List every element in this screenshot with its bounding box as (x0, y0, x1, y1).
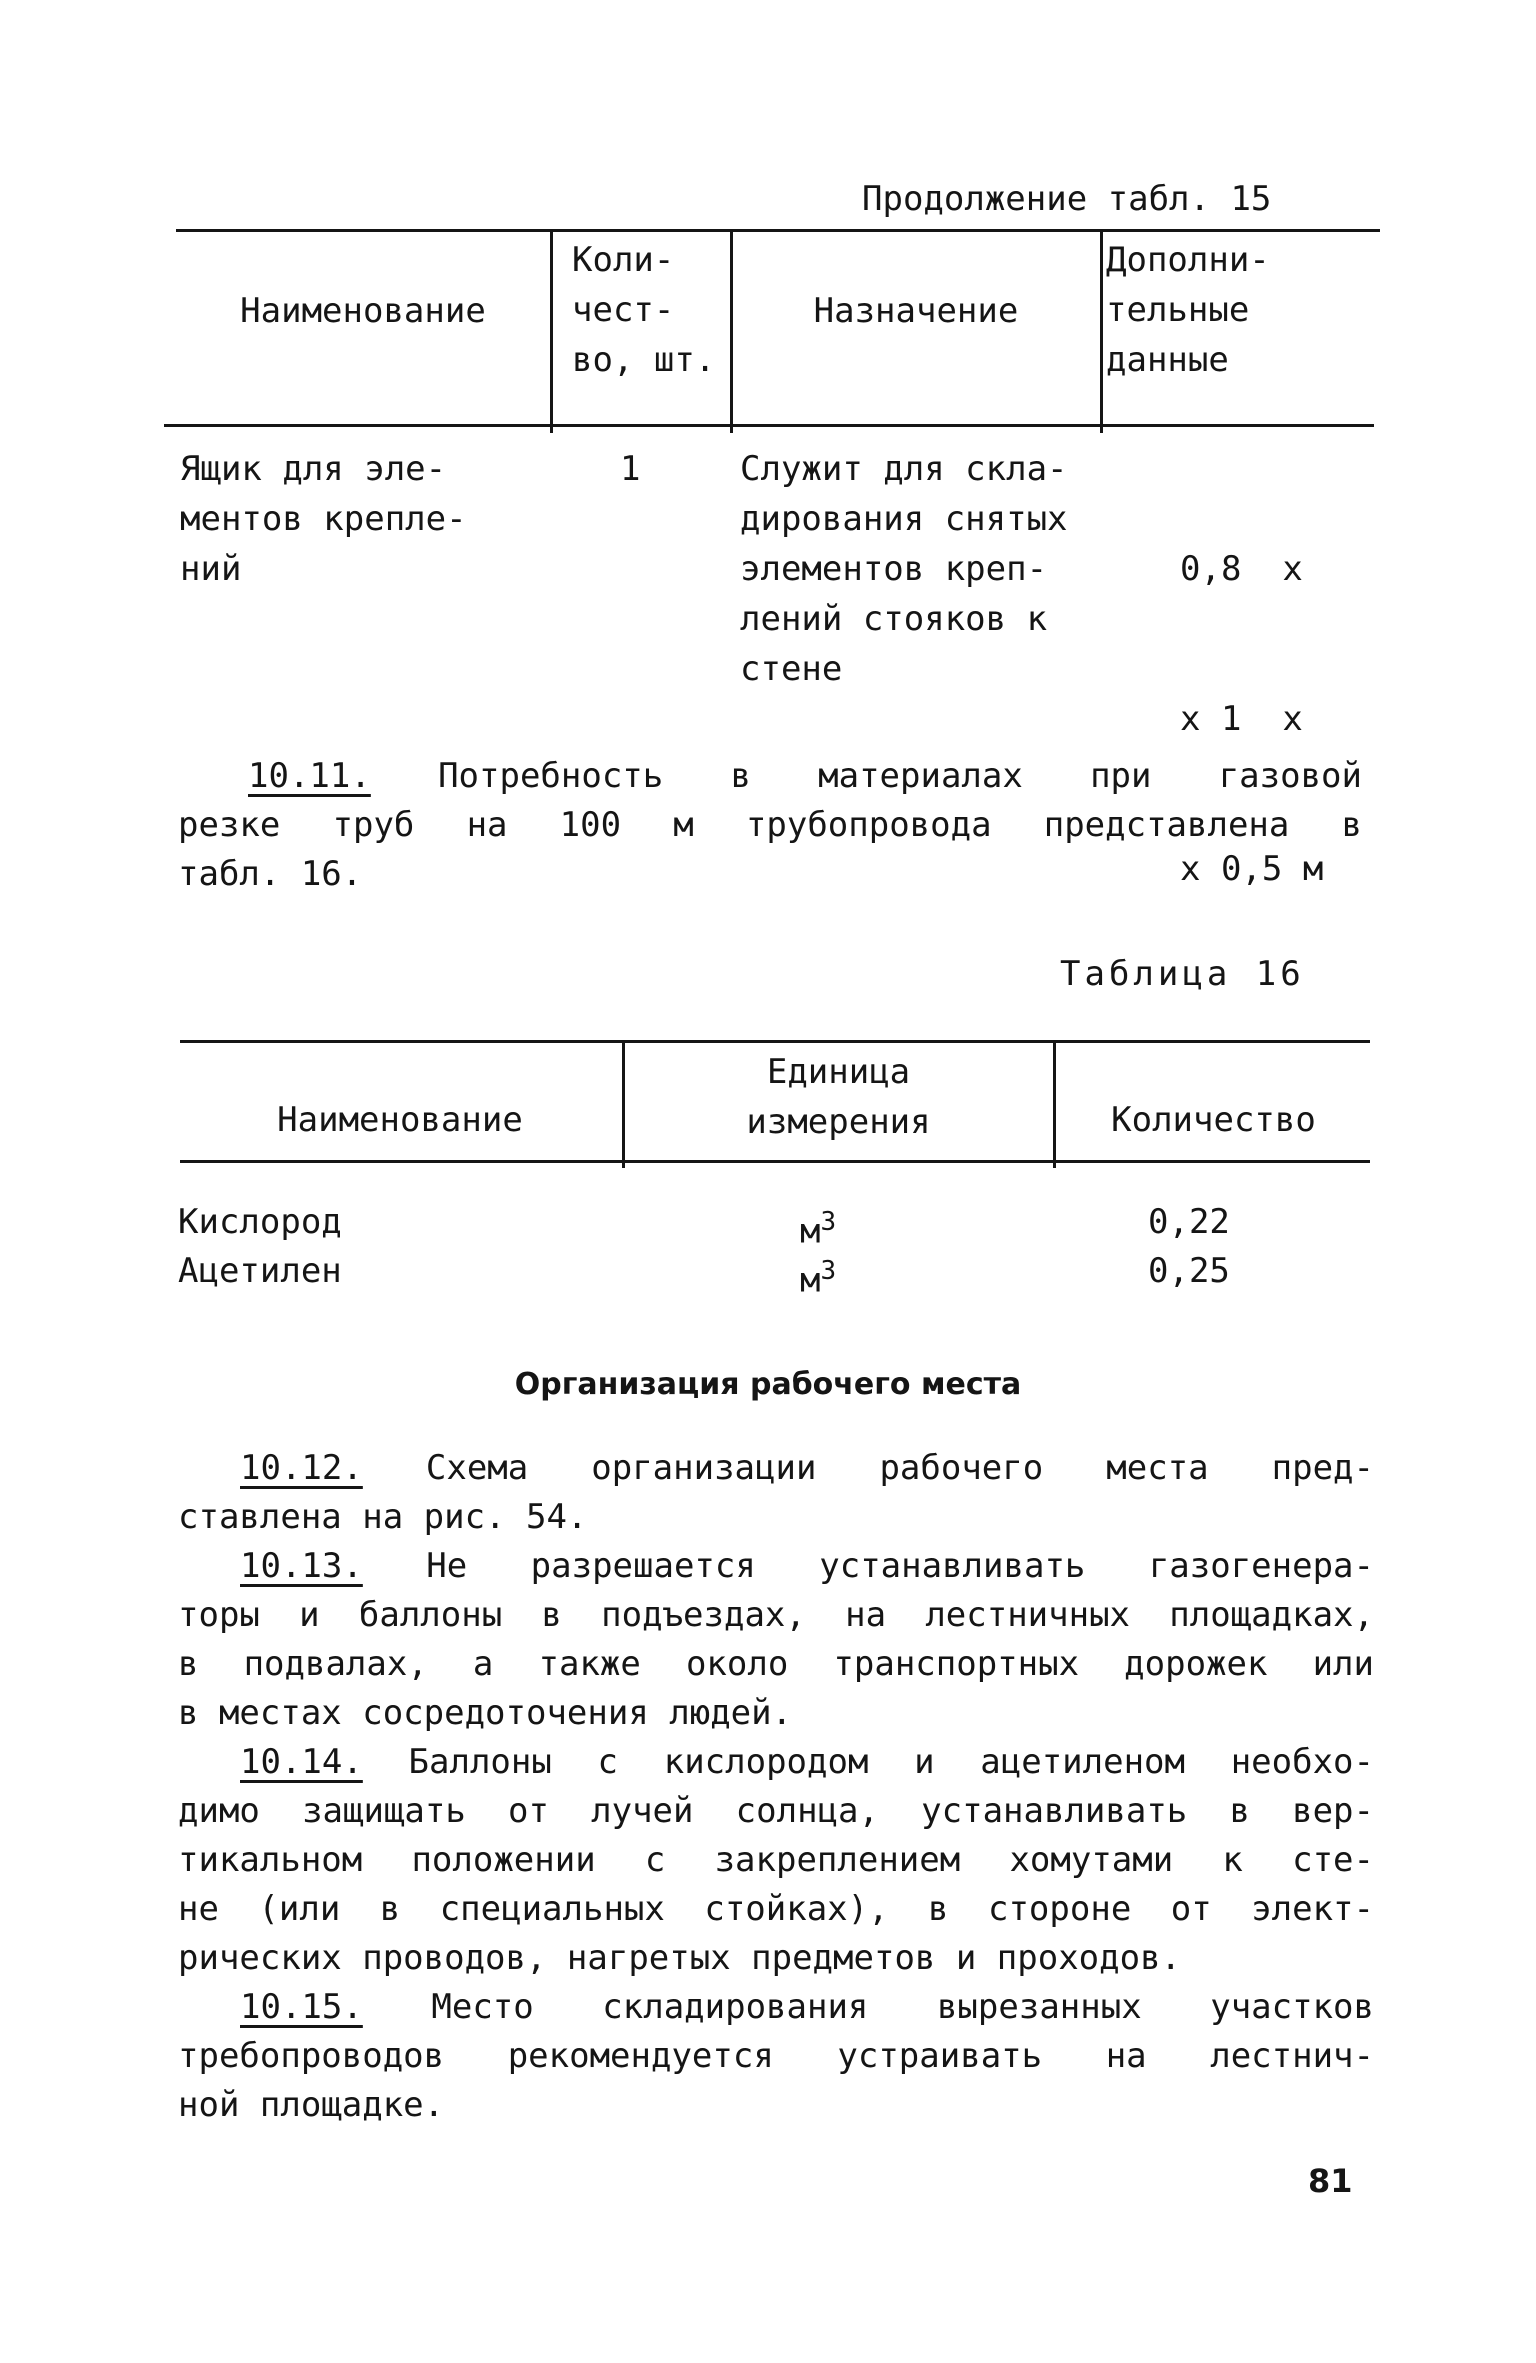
unit-exponent: 3 (820, 1207, 837, 1237)
paragraph-line: не (или в специальных стойках), в стороне от элект- (178, 1889, 1374, 1929)
paragraph-line: требопроводов рекомендуется устраивать на лестнич- (178, 2036, 1374, 2076)
table15-top-rule (176, 229, 1380, 232)
paragraph-line (178, 1542, 1374, 1591)
paragraph-line: рических проводов, нагретых предметов и проходов. (178, 1938, 1182, 1978)
paragraph-line: ной площадке. (178, 2085, 445, 2125)
paragraph-text: Схема организации рабочего места пред- (425, 1448, 1374, 1488)
table15-header-extra (1106, 235, 1270, 385)
table16-caption: Таблица 16 (1060, 954, 1305, 994)
paragraph-number: 10.12. (240, 1448, 363, 1488)
paragraph-line: табл. 16. (178, 854, 363, 894)
header-line: Дополни- (1106, 240, 1270, 280)
header-line: Коли- (572, 240, 675, 280)
paragraph-10-11 (178, 752, 1362, 899)
paragraph-line: резке труб на 100 м трубопровода представлена в (178, 805, 1362, 845)
paragraph-line (178, 1444, 1374, 1493)
table16-header-qty: Количество (1111, 1100, 1316, 1140)
cell-line: х 1 х (1180, 699, 1303, 739)
table15-header-name: Наименование (240, 291, 486, 331)
paragraph-line (178, 1738, 1374, 1787)
unit-exponent: 3 (820, 1256, 837, 1286)
paragraph-line: торы и баллоны в подъездах, на лестничных площадках, (178, 1595, 1374, 1635)
table15-row-purpose (740, 444, 1068, 694)
header-line: измерения (746, 1102, 931, 1142)
table15-row-name (180, 444, 467, 594)
table15-col-divider (550, 229, 553, 433)
cell-line: ний (180, 549, 242, 589)
cell-line: х 0,5 м (1180, 849, 1324, 889)
paragraph-text: Место складирования вырезанных участков (431, 1987, 1374, 2027)
cell-name: Кислород (178, 1202, 342, 1242)
header-line: тельные (1106, 290, 1250, 330)
paragraph-line (178, 1983, 1374, 2032)
table-row-oxygen-qty: 0,22 (1148, 1202, 1230, 1242)
header-line: во, шт. (572, 340, 716, 380)
cell-line: дирования снятых (740, 499, 1068, 539)
cell-line: элементов креп- (740, 549, 1048, 589)
paragraph-10-15 (178, 1983, 1374, 2130)
header-line: данные (1106, 340, 1229, 380)
cell-line: ментов крепле- (180, 499, 467, 539)
paragraph-line: ставлена на рис. 54. (178, 1497, 588, 1537)
table16-col-divider (1053, 1040, 1056, 1168)
paragraph-line (178, 752, 1362, 801)
paragraph-line: в подвалах, а также около транспортных дорожек или (178, 1644, 1374, 1684)
table15-header-rule (164, 424, 1374, 427)
cell-line: лений стояков к (740, 599, 1048, 639)
paragraph-text: Потребность в материалах при газовой (438, 756, 1362, 796)
table15-col-divider (730, 229, 733, 433)
table-row-acetylene-unit (800, 1246, 836, 1305)
table16-header-name: Наименование (277, 1100, 523, 1140)
paragraph-number: 10.14. (240, 1742, 363, 1782)
table-row-oxygen (178, 1197, 342, 1247)
cell-line: 0,8 х (1180, 549, 1303, 589)
cell-line: Ящик для эле- (180, 449, 447, 489)
table16-top-rule (180, 1040, 1370, 1043)
paragraph-10-12 (178, 1444, 1374, 1542)
table15-header-qty (572, 235, 715, 385)
paragraphs-block (178, 1444, 1374, 2130)
table-row-acetylene (178, 1246, 342, 1296)
table15-caption: Продолжение табл. 15 (862, 179, 1272, 219)
paragraph-number: 10.15. (240, 1987, 363, 2027)
table15-header-purpose: Назначение (813, 291, 1019, 331)
paragraph-line: тикальном положении с закреплением хомутами к сте- (178, 1840, 1374, 1880)
header-line: Единица (766, 1052, 911, 1092)
table-row-acetylene-qty: 0,25 (1148, 1251, 1230, 1291)
cell-line: Служит для скла- (740, 449, 1068, 489)
paragraph-text: Баллоны с кислородом и ацетиленом необхо- (408, 1742, 1374, 1782)
paragraph-10-13 (178, 1542, 1374, 1738)
section-heading: Организация рабочего места (514, 1367, 1022, 1402)
cell-unit: м (800, 1211, 821, 1252)
paragraph-number: 10.11. (248, 756, 371, 796)
cell-line: стене (740, 649, 843, 689)
paragraph-text: Не разрешается устанавливать газогенера- (426, 1546, 1374, 1586)
table15-col-divider (1100, 229, 1103, 433)
table16-header-rule (180, 1160, 1370, 1163)
cell-unit: м (800, 1260, 821, 1301)
table16-col-divider (622, 1040, 625, 1168)
table16-header-unit (626, 1047, 1051, 1147)
paragraph-line: димо защищать от лучей солнца, устанавливать в вер- (178, 1791, 1374, 1831)
cell-name: Ацетилен (178, 1251, 342, 1291)
table15-row-qty: 1 (620, 449, 641, 489)
page-number: 81 (1308, 2162, 1353, 2200)
paragraph-10-14 (178, 1738, 1374, 1983)
header-line: чест- (572, 290, 675, 330)
paragraph-number: 10.13. (240, 1546, 363, 1586)
paragraph-line: в местах сосредоточения людей. (178, 1693, 793, 1733)
